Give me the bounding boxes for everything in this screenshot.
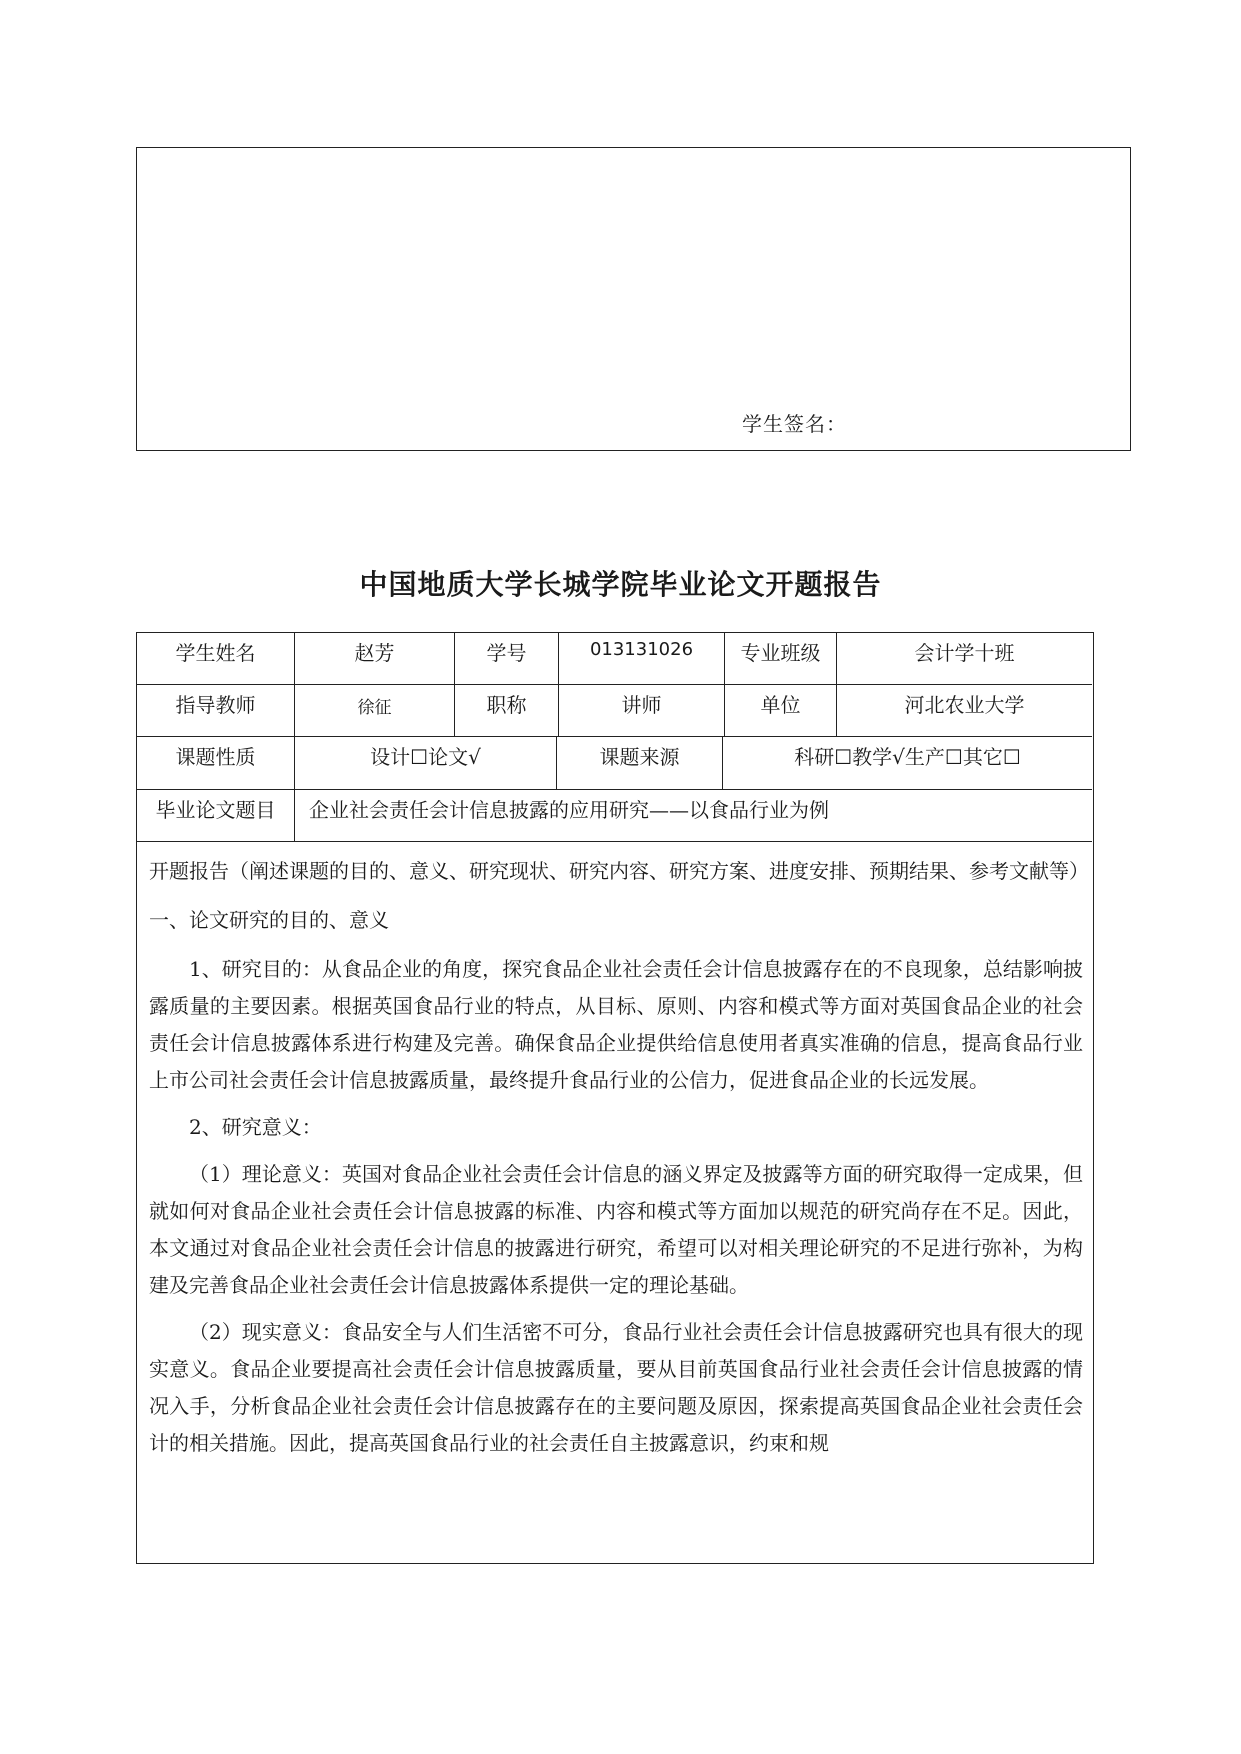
unit-label: 单位 [725,685,837,736]
signature-box [136,147,1131,451]
advisor-value: 徐征 [295,685,455,736]
research-purpose-paragraph: 1、研究目的：从食品企业的角度，探究食品企业社会责任会计信息披露存在的不良现象，总结影响披露质量的主要因素。根据英国食品行业的特点，从目标、原则、内容和模式等方面对英国食品企业的社会责任会计信息披露体系进行构建及完善。确保食品企业提供给信息使用者真实准确的信息，提高食品行业上市公司社会责任会计信息披露质量，最终提升食品行业的公信力，促进食品企业的长远发展。 [149,957,1083,1092]
student-id-value: 013131026 [559,633,725,684]
form-row-advisor [137,685,1092,737]
form-row-topic-nature [137,737,1092,790]
student-name-label: 学生姓名 [137,633,295,684]
professional-title-value: 讲师 [559,685,725,736]
document-title: 中国地质大学长城学院毕业论文开题报告 [359,568,882,601]
professional-title-label: 职称 [455,685,559,736]
research-significance-heading: 2、研究意义： [189,1115,322,1139]
major-class-label: 专业班级 [725,633,837,684]
major-class-value: 会计学十班 [914,641,1015,665]
topic-nature-label: 课题性质 [137,737,295,789]
thesis-title-label: 毕业论文题目 [137,790,295,841]
report-heading: 开题报告（阐述课题的目的、意义、研究现状、研究内容、研究方案、进度安排、预期结果、参考文献等） [149,859,1089,883]
theoretical-significance-paragraph: （1）理论意义：英国对食品企业社会责任会计信息的涵义界定及披露等方面的研究取得一定成果，但就如何对食品企业社会责任会计信息披露的标准、内容和模式等方面加以规范的研究尚存在不足。因此，本文通过对食品企业社会责任会计信息的披露进行研究，希望可以对相关理论研究的不足进行弥补，为构建及完善食品企业社会责任会计信息披露体系提供一定的理论基础。 [149,1162,1083,1297]
advisor-label: 指导教师 [137,685,295,736]
topic-nature-value: 设计☐论文√ [295,737,557,789]
thesis-title-value: 企业社会责任会计信息披露的应用研究——以食品行业为例 [309,798,829,822]
proposal-form [136,632,1094,1564]
form-row-thesis-title [137,790,1092,842]
practical-significance-paragraph: （2）现实意义：食品安全与人们生活密不可分，食品行业社会责任会计信息披露研究也具有很大的现实意义。食品企业要提高社会责任会计信息披露质量，要从目前英国食品行业社会责任会计信息披露的情况入手，分析食品企业社会责任会计信息披露存在的主要问题及原因，探索提高英国食品企业社会责任会计的相关措施。因此，提高英国食品行业的社会责任自主披露意识，约束和规 [149,1320,1083,1455]
student-name-value: 赵芳 [295,633,455,684]
report-content [149,853,1089,1472]
section-heading-purpose-significance: 一、论文研究的目的、意义 [149,908,389,932]
unit-value: 河北农业大学 [904,693,1025,717]
form-row-student [137,633,1092,685]
student-signature-label: 学生签名： [742,412,847,436]
topic-source-value: 科研☐教学√生产☐其它☐ [794,745,1021,769]
topic-source-label: 课题来源 [557,737,723,789]
student-id-label: 学号 [455,633,559,684]
